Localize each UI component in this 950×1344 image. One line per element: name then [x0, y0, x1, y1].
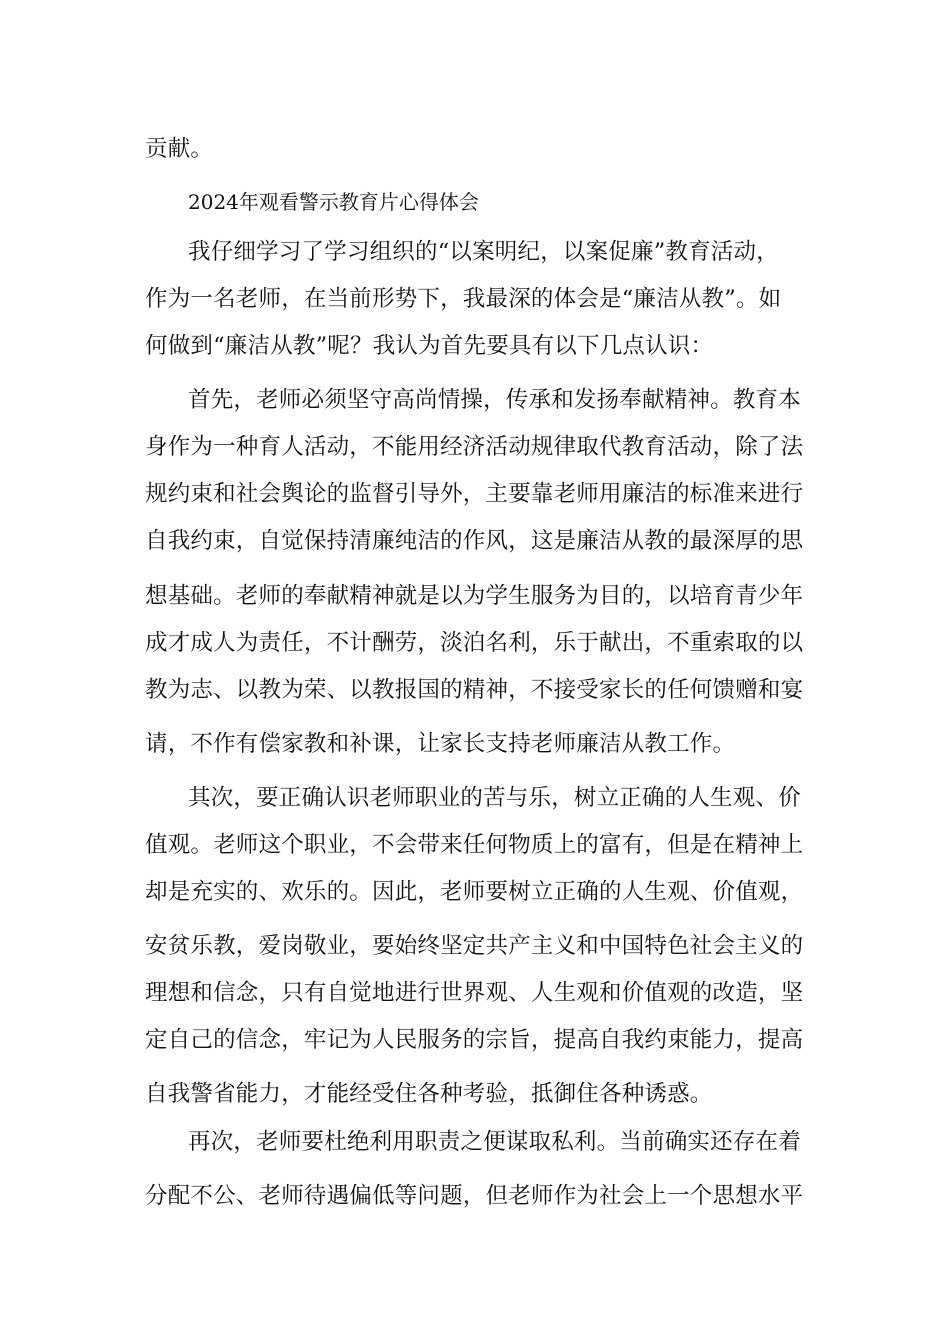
paragraph-start-line: 首先，老师必须坚守高尚情操，传承和发扬奉献精神。教育本 — [188, 387, 801, 413]
text-line: 规约束和社会舆论的监督引导外，主要靠老师用廉洁的标准来进行 — [145, 481, 804, 507]
text-line: 身作为一种育人活动，不能用经济活动规律取代教育活动，除了法 — [145, 434, 804, 460]
text-line: 何做到“廉洁从教”呢？我认为首先要具有以下几点认识： — [145, 333, 714, 359]
text-line: 贡献。 — [145, 136, 214, 162]
text-line: 想基础。老师的奉献精神就是以为学生服务为目的，以培育青少年 — [145, 583, 804, 609]
text-line: 自我警省能力，才能经受住各种考验，抵御住各种诱惑。 — [145, 1081, 713, 1107]
text-line: 分配不公、老师待遇偏低等问题，但老师作为社会上一个思想水平 — [145, 1183, 804, 1209]
text-line: 成才成人为责任，不计酬劳，淡泊名利，乐于献出，不重索取的以 — [145, 630, 804, 656]
text-line: 作为一名老师，在当前形势下，我最深的体会是“廉洁从教”。如 — [145, 286, 782, 312]
paragraph-start-line: 再次，老师要杜绝利用职责之便谋取私利。当前确实还存在着 — [188, 1129, 801, 1155]
text-line: 教为志、以教为荣、以教报国的精神，不接受家长的任何馈赠和宴 — [145, 677, 804, 703]
text-line: 自我约束，自觉保持清廉纯洁的作风，这是廉洁从教的最深厚的思 — [145, 528, 804, 554]
text-line: 请，不作有偿家教和补课，让家长支持老师廉洁从教工作。 — [145, 731, 736, 757]
text-line: 安贫乐教，爱岗敬业，要始终坚定共产主义和中国特色社会主义的 — [145, 933, 804, 959]
paragraph-start-line: 其次，要正确认识老师职业的苦与乐，树立正确的人生观、价 — [188, 785, 801, 811]
paragraph-start-line: 我仔细学习了学习组织的“以案明纪，以案促廉”教育活动， — [188, 239, 779, 265]
text-line: 却是充实的、欢乐的。因此，老师要树立正确的人生观、价值观， — [145, 879, 804, 905]
text-line: 理想和信念，只有自觉地进行世界观、人生观和价值观的改造，坚 — [145, 980, 804, 1006]
text-line: 定自己的信念，牢记为人民服务的宗旨，提高自我约束能力，提高 — [145, 1027, 804, 1053]
document-title: 2024年观看警示教育片心得体会 — [188, 190, 479, 214]
text-line: 值观。老师这个职业，不会带来任何物质上的富有，但是在精神上 — [145, 832, 804, 858]
